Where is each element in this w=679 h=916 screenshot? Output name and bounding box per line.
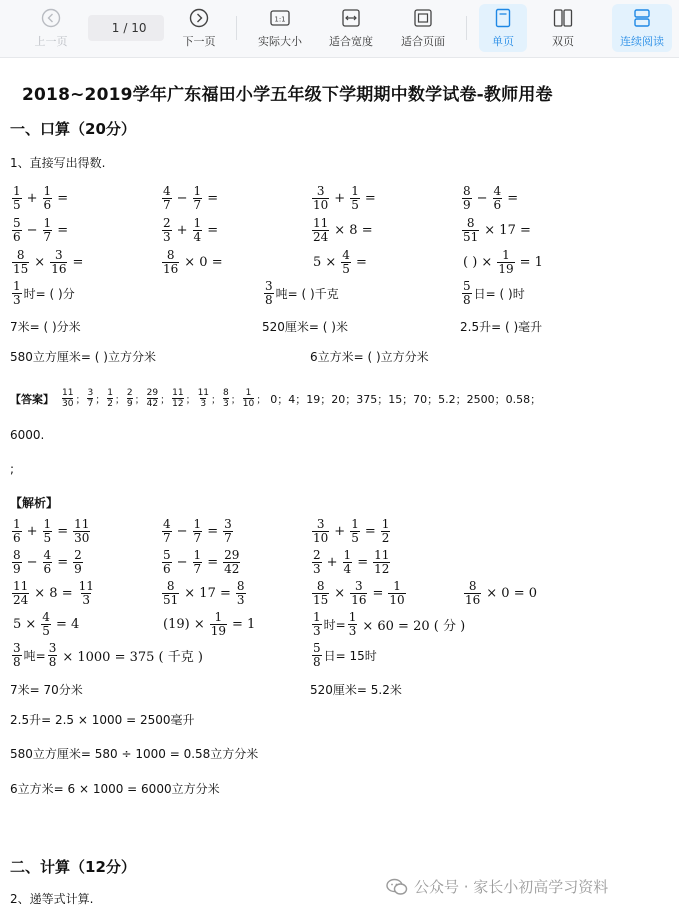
problem-11: 5 × $\frac{4}{5}$ = [313,248,367,276]
single-page-button[interactable] [479,4,527,52]
answer-fraction: 1 2 [107,388,113,409]
problem-20: 6立方米= ( )立方分米 [310,350,429,364]
answer-separator: ； [114,395,125,406]
watermark-text: 公众号 · 家长小初高学习资料 [414,878,609,896]
problem-15: 5 8 日= ( )时 [463,279,525,307]
answer-separator: ； [256,395,267,406]
problem-18: 2.5升= ( )毫升 [460,320,543,334]
single-page-label: 单页 [492,35,514,48]
solution-16: 7米= 70分米 [10,683,83,697]
solution-7: $\frac{11}{24}$ × 8 = $\frac{11}{3}$ [13,579,94,607]
problem-19: 580立方厘米= ( )立方分米 [10,350,156,364]
answer-fraction: 29 42 [146,388,159,409]
problem-14: 3 8 吨= ( )千克 [265,279,339,307]
problem-2: 4 7 − $\frac{1}{7}$ = [163,184,219,212]
section-1-heading: 一、口算（20分） [10,120,136,138]
problem-13: 1 3 时= ( )分 [13,279,75,307]
answer-separator: ； [230,395,241,406]
viewer-toolbar [0,0,679,58]
single-page-icon [492,7,514,29]
prev-page-button[interactable] [28,4,74,52]
double-page-label: 双页 [552,35,574,48]
solution-17: 520厘米= 5.2米 [310,683,402,697]
solution-14: 3 8 吨= $\frac{3}{8}$ × 1000 = 375 ( 千克 ) [13,641,203,669]
answer-separator: ； [75,395,86,406]
answer-label: 【答案】 [10,392,54,406]
solution-1: 1 6 + $\frac{1}{5}$ = $\frac{11}{30}$ [13,517,90,545]
answer-separator: ； [160,395,171,406]
fit-page-label: 适合页面 [401,35,445,48]
continuous-reading-label: 连续阅读 [620,35,664,48]
solution-13: 1 3 时= $\frac{1}{3}$ × 60 = 20 ( 分 ) [313,610,466,638]
solution-19: 580立方厘米= 580 ÷ 1000 = 0.58立方分米 [10,747,259,761]
answer-separator: ； [185,395,196,406]
solution-18: 2.5升= 2.5 × 1000 = 2500毫升 [10,713,195,727]
problem-1: 1 5 + $\frac{1}{6}$ = [13,184,69,212]
answer-separator: ； [134,395,145,406]
answer-continuation: 6000. [10,428,45,442]
toolbar-divider [236,16,237,40]
section-2-heading: 二、计算（12分） [10,858,136,876]
problem-16: 7米= ( )分米 [10,320,81,334]
problem-10: $\frac{8}{16}$ × 0 = [163,248,223,276]
fit-page-button[interactable] [394,4,452,52]
solution-12: (19) × $\frac{1}{19}$ = 1 [163,610,256,638]
separator-semicolon: ; [10,462,15,476]
fit-width-label: 适合宽度 [329,35,373,48]
answer-fractions [60,388,266,409]
page-indicator [88,15,164,41]
next-page-button[interactable] [176,4,222,52]
solution-6: 2 3 + $\frac{1}{4}$ = $\frac{11}{12}$ [313,548,390,576]
actual-size-button[interactable] [252,4,308,52]
solution-3: 3 10 + $\frac{1}{5}$ = $\frac{1}{2}$ [313,517,390,545]
solution-20: 6立方米= 6 × 1000 = 6000立方分米 [10,782,220,796]
problem-8: $\frac{8}{51}$ × 17 = [463,216,531,244]
double-page-icon [552,7,574,29]
answer-fraction: 1 10 [242,388,255,409]
svg-text:1:1: 1:1 [274,15,286,24]
problem-6: 2 3 + $\frac{1}{4}$ = [163,216,219,244]
problem-12: ( ) × $\frac{1}{19}$ = 1 [463,248,543,276]
solution-8: $\frac{8}{51}$ × 17 = $\frac{8}{3}$ [163,579,245,607]
answer-fraction: 11 3 [197,388,210,409]
solution-4: 8 9 − $\frac{4}{6}$ = $\frac{2}{9}$ [13,548,82,576]
page-title: 2018~2019学年广东福田小学五年级下学期期中数学试卷-教师用卷 [22,85,553,105]
solution-10: $\frac{8}{16}$ × 0 = 0 [465,579,538,607]
page-total: / 10 [123,21,147,35]
problem-4: 8 9 − $\frac{4}{6}$ = [463,184,519,212]
actual-size-icon [269,7,291,29]
answer-separator: ； [211,395,222,406]
problem-9: $\frac{8}{15}$ × $\frac{3}{16}$ = [13,248,84,276]
fit-width-icon [340,7,362,29]
problem-3: 3 10 + $\frac{1}{5}$ = [313,184,376,212]
fit-width-button[interactable] [323,4,379,52]
answer-fraction: 3 7 [87,388,94,409]
answer-fraction: 11 12 [172,388,184,409]
watermark [386,876,608,897]
prev-page-label: 上一页 [34,35,68,48]
double-page-button[interactable] [540,4,586,52]
answer-fraction: 11 30 [62,388,74,409]
answer-fraction: 8 3 [223,388,229,409]
analysis-label: 【解析】 [10,496,59,510]
answer-row [10,388,541,409]
problem-5: 5 6 − $\frac{1}{7}$ = [13,216,69,244]
continuous-reading-button[interactable] [612,4,672,52]
chevron-right-circle-icon [188,7,210,29]
question-1-prompt: 1、直接写出得数. [10,156,106,170]
chevron-left-circle-icon [40,7,62,29]
wechat-icon [386,878,408,896]
answer-values: 0；4；19；20；375；15；70；5.2；2500；0.58； [270,392,542,406]
problem-7: $\frac{11}{24}$ × 8 = [313,216,373,244]
solution-2: 4 7 − $\frac{1}{7}$ = $\frac{3}{7}$ [163,517,232,545]
question-2-prompt: 2、递等式计算. [10,892,94,906]
solution-11: 5 × $\frac{4}{5}$ = 4 [13,610,80,638]
problem-17: 520厘米= ( )米 [262,320,348,334]
next-page-label: 下一页 [182,35,216,48]
toolbar-divider [466,16,467,40]
solution-9: $\frac{8}{15}$ × $\frac{3}{16}$ = $\frac{1}{10}$ [313,579,405,607]
answer-fraction: 2 9 [126,388,133,409]
page-number-input[interactable] [101,21,119,35]
solution-5: 5 6 − $\frac{1}{7}$ = $\frac{29}{42}$ [163,548,240,576]
continuous-reading-icon [631,7,653,29]
solution-15: 5 8 日= 15时 [313,641,377,669]
actual-size-label: 实际大小 [258,35,302,48]
fit-page-icon [412,7,434,29]
answer-separator: ； [95,395,106,406]
